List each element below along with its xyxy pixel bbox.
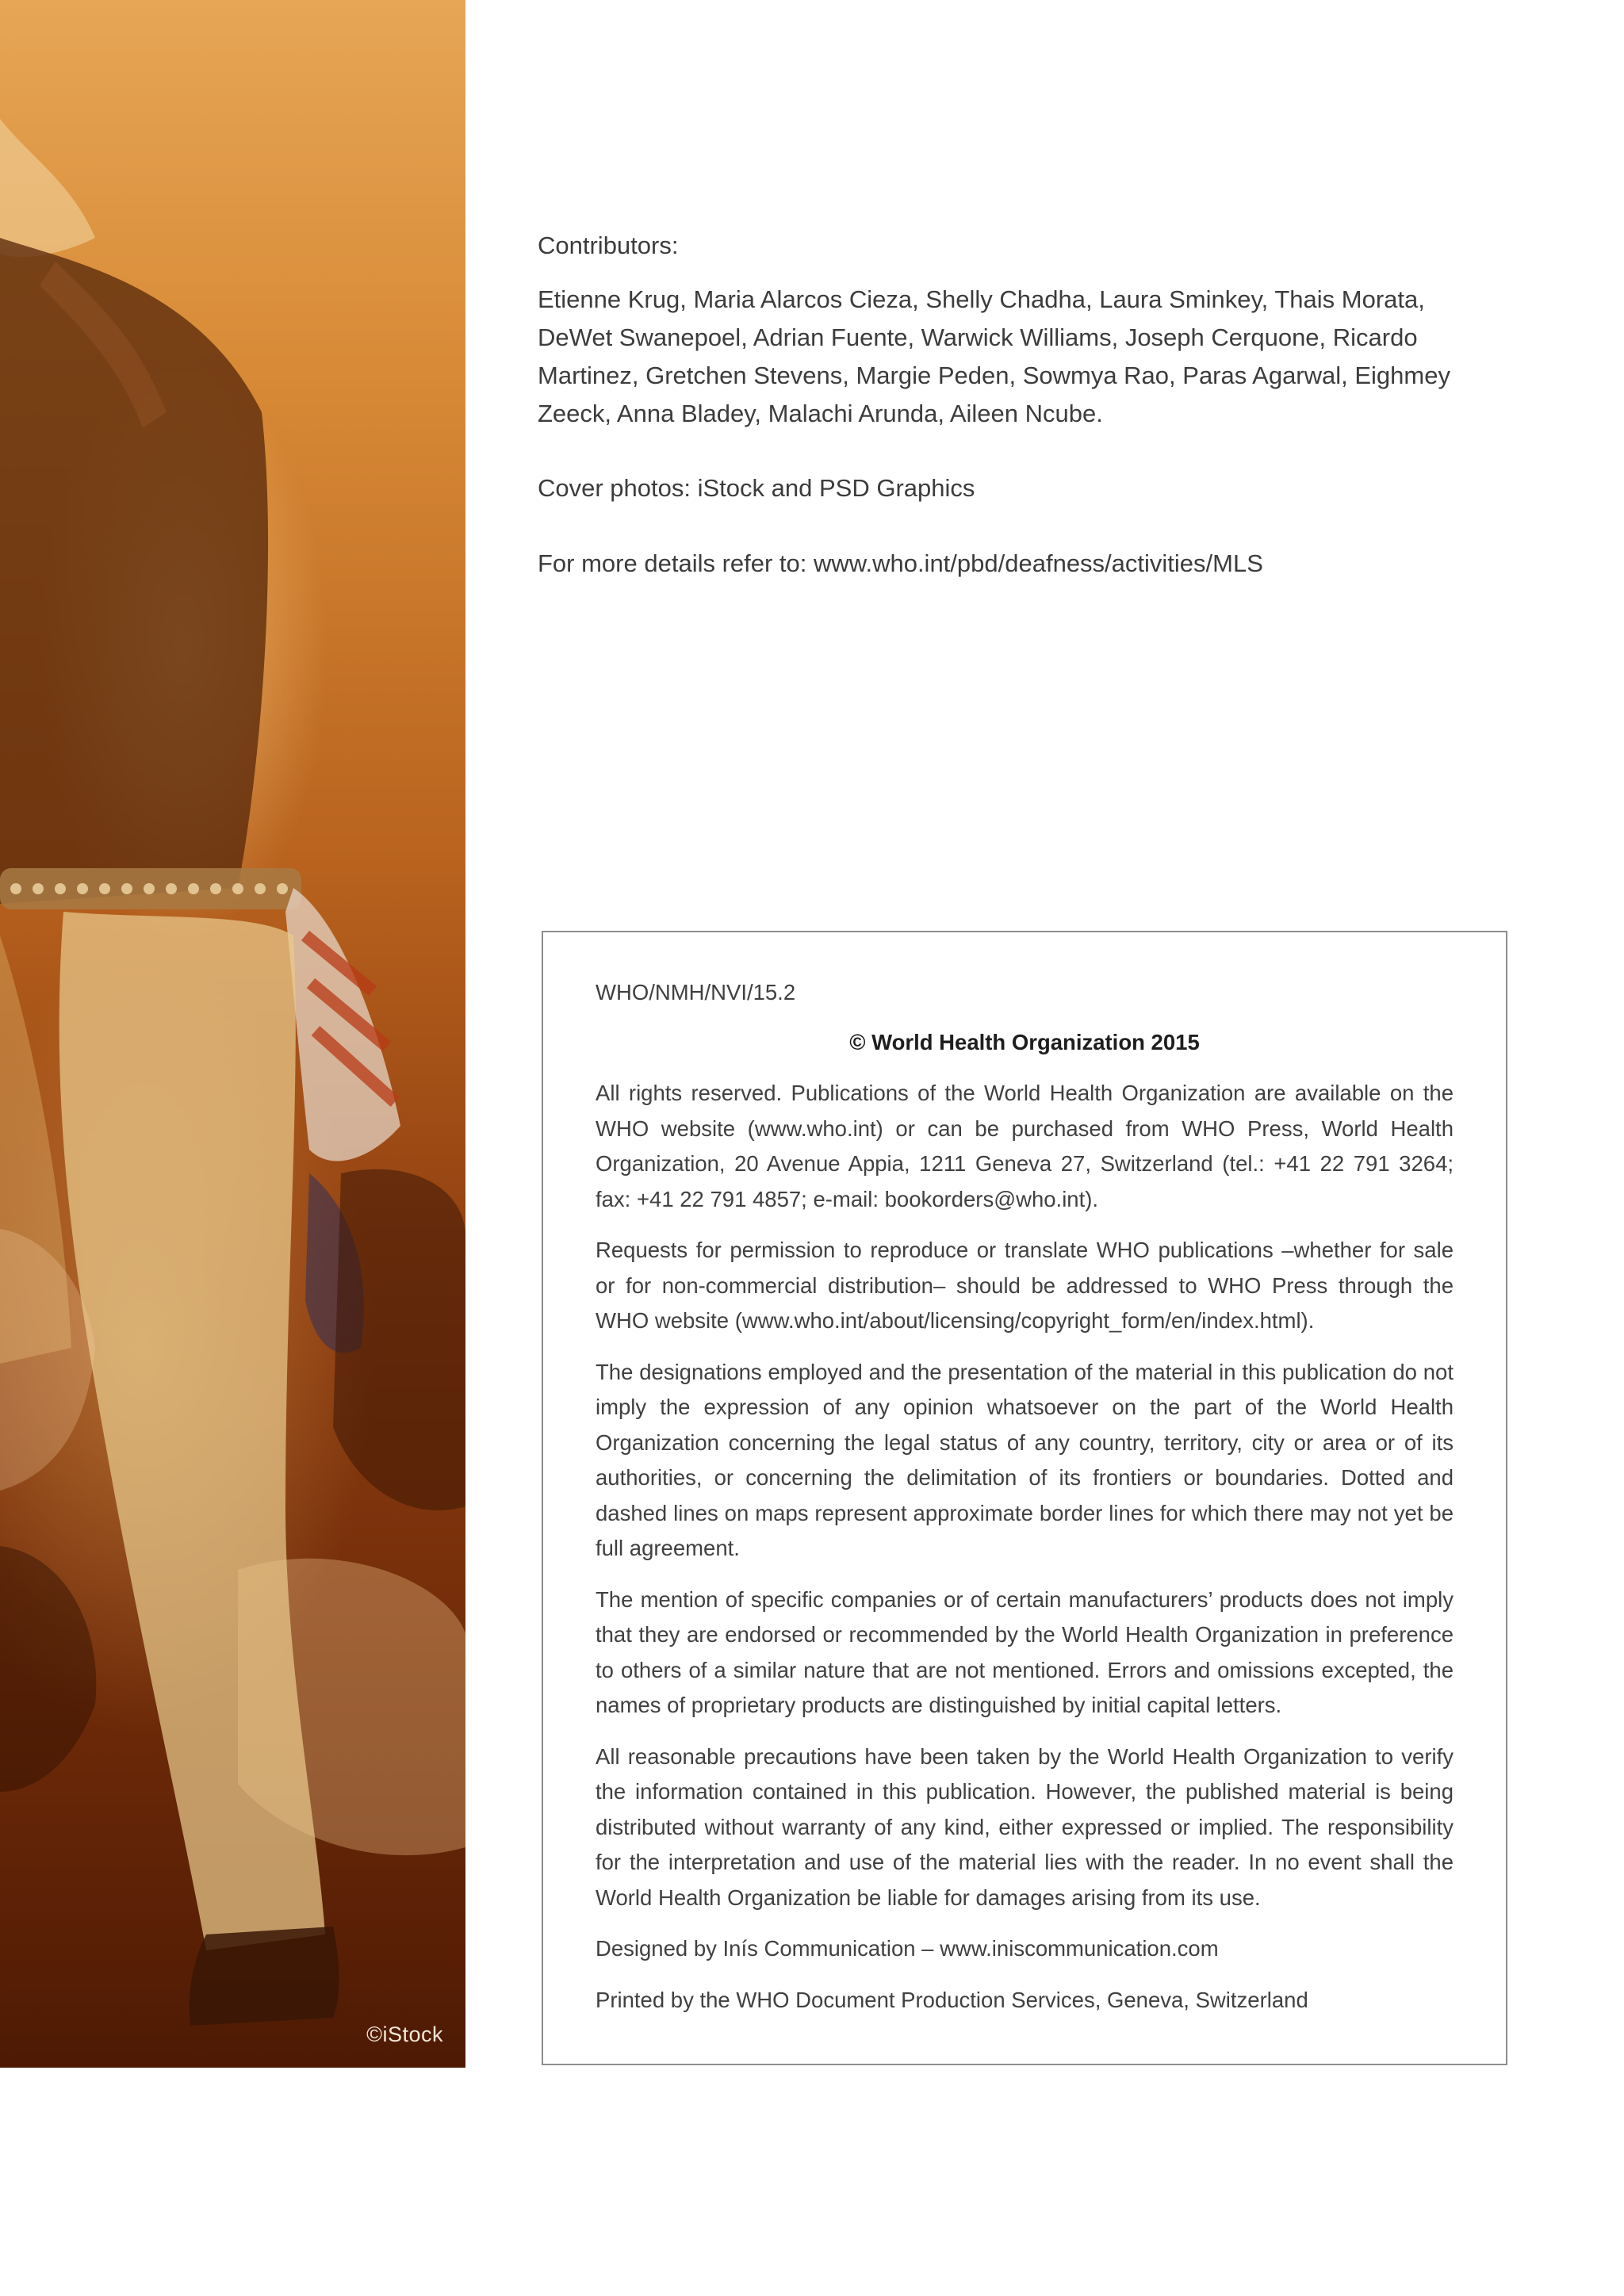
contributors-heading: Contributors: [538,232,679,259]
precautions-paragraph: All reasonable precautions have been taken by the World Health Organization to verify the information contained in this publication. However, the published material is being distributed without warranty of any kind, either expressed or implied. The responsibility for the interpretation and use of the material lies with the reader. In no event shall the World Health Organization be liable for damages arising from its use. [596,1743,1454,1910]
designations-paragraph: The designations employed and the presentation of the material in this publication do not imply the expression of any opinion whatsoever on the part of the World Health Organization concerning the legal status of any country, territory, city or area or of its authorities, or concerning the delimitation of its frontiers or boundaries. Dotted and dashed lines on maps represent approximate border lines for which there may not yet be full agreement. [596,1359,1454,1560]
designed-by: Designed by Inís Communication – www.iniscommunication.com [596,1936,1219,1961]
permissions-paragraph: Requests for permission to reproduce or translate WHO publications –whether for sale or for non-commercial distribution– should be addressed to WHO Press through the WHO website (www.who.int/about/licensing/copyright_form/en/index.html). [596,1238,1454,1333]
cover-photo [0,0,465,2068]
rights-paragraph: All rights reserved. Publications of the World Health Organization are available on the WHO website (www.who.int) or can be purchased from WHO Press, World Health Organization, 20 Avenue Appia, 1211 Geneva 27, Switzerland (tel.: +41 22 791 3264; fax: +41 22 791 4857; e-mail: bookorders@who.int). [596,1081,1454,1211]
printed-by: Printed by the WHO Document Production Services, Geneva, Switzerland [596,1987,1308,2012]
copyright-line: © World Health Organization 2015 [849,1029,1200,1054]
document-code: WHO/NMH/NVI/15.2 [596,980,796,1004]
copyright-box [542,931,1507,2065]
more-details-link: For more details refer to: www.who.int/pbd/deafness/activities/MLS [538,549,1263,577]
performer-illustration [0,0,465,2068]
cover-photos-credit: Cover photos: iStock and PSD Graphics [538,474,975,502]
contributors-section [538,227,1457,583]
photo-credit: ©iStock [366,2022,443,2046]
companies-paragraph: The mention of specific companies or of certain manufacturers’ products does not imply that they are endorsed or recommended by the World Health Organization in preference to others of a similar nature that are not mentioned. Errors and omissions excepted, the names of proprietary products are distinguished by initial capital letters. [596,1586,1454,1717]
contributors-names: Etienne Krug, Maria Alarcos Cieza, Shelly Chadha, Laura Sminkey, Thais Morata, DeWet Swanepoel, Adrian Fuente, Warwick Williams, Joseph Cerquone, Ricardo Martinez, Gretchen Stevens, Margie Peden, Sowmya Rao, Paras Agarwal, Eighmey Zeeck, Anna Bladey, Malachi Arunda, Aileen Ncube. [538,285,1450,427]
